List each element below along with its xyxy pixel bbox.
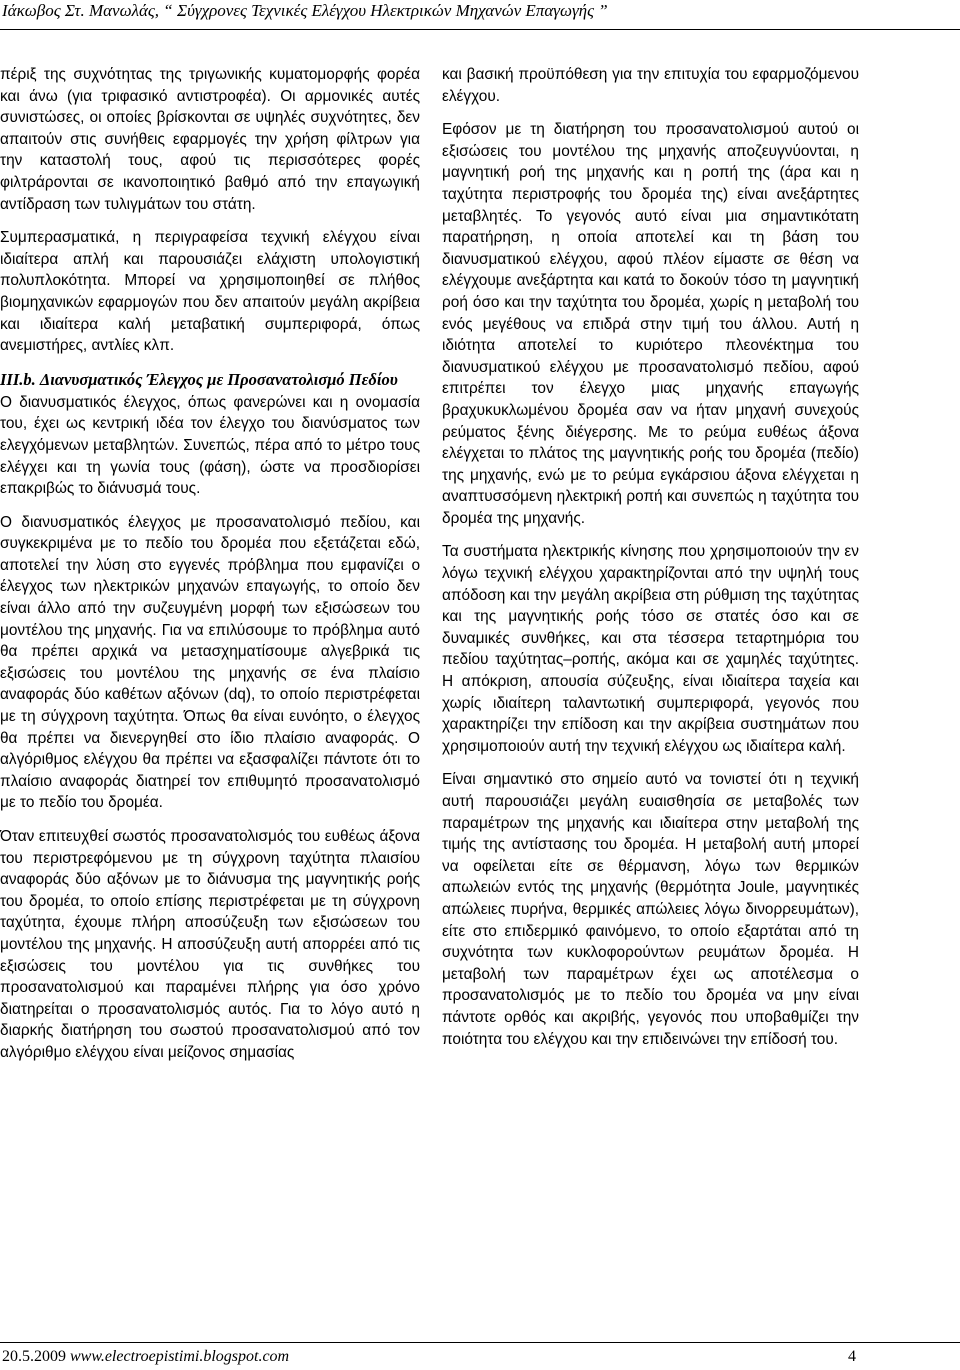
- paragraph: πέριξ της συχνότητας της τριγωνικής κυματομορφής φορέα και άνω (για τριφασικό αντιστροφέα). Οι αρμονικές αυτές συνιστώσες, οι οποίες βρίσκονται σε υψηλές συχνότητες, δεν απαιτούν στις συνήθεις εφαρμογές την χρήση φίλτρων για την καταστολή τους, αφού τις περισσότερες φορές φιλτράρονται σε ικανοποιητικό βαθμό από την επαγωγική αντίδραση των τυλιγμάτων του στάτη.: [0, 66, 420, 213]
- page-footer: [0, 1346, 960, 1368]
- footer-date: 20.5.2009: [2, 1348, 66, 1365]
- paragraph: Ο διανυσματικός έλεγχος με προσανατολισμό πεδίου, και συγκεκριμένα με το πεδίο του δρομέα που εξετάζεται εδώ, αποτελεί την λύση στο εγγενές πρόβλημα που εμφανίζει ο έλεγχος των ηλεκτρικών μηχανών επαγωγής, το οποίο δεν είναι άλλο από την συζευγμένη μορφή των εξισώσεων του μοντέλου της μηχανής. Για να επιλύσουμε το πρόβλημα αυτό θα πρέπει αρχικά να μετασχηματίσουμε αλγεβρικά τις εξισώσεις του μοντέλου της μηχανής σε ένα πλαίσιο αναφοράς δύο καθέτων αξόνων (dq), το οποίο περιστρέφεται με τη σύγχρονη ταχύτητα. Όπως θα είναι ευνόητο, ο έλεγχος θα πρέπει να διενεργηθεί στο ίδιο πλαίσιο αναφοράς. Ο αλγόριθμος ελέγχου θα πρέπει να εξασφαλίζει πάντοτε ότι το πλαίσιο αναφοράς διατηρεί τον επιθυμητό προσανατολισμό με το πεδίο του δρομέα.: [0, 513, 420, 812]
- paragraph: Συμπερασματικά, η περιγραφείσα τεχνική ελέγχου είναι ιδιαίτερα απλή και παρουσιάζει ελάχιστη υπολογιστική πολυπλοκότητα. Μπορεί να χρησιμοποιηθεί σε πλήθος βιομηχανικών εφαρμογών που δεν απαιτούν μεγάλη ακρίβεια και ιδιαίτερα καλή μεταβατική συμπεριφορά, όπως ανεμιστήρες, αντλίες κλπ.: [0, 229, 420, 355]
- footer-site-link[interactable]: www.electroepistimi.blogspot.com: [70, 1348, 290, 1365]
- section-heading: III.b. Διανυσματικός Έλεγχος με Προσανατολισμό Πεδίου: [0, 369, 398, 389]
- paragraph: Τα συστήματα ηλεκτρικής κίνησης που χρησιμοποιούν την εν λόγω τεχνική ελέγχου χαρακτηρίζονται από την υψηλή τους απόδοση και την μεγάλη ακρίβεια στη ρύθμιση της ταχύτητας και της μαγνητικής ροής τόσο σε στατές όσο και σε δυναμικές συνθήκες, και στα τέσσερα τεταρτημόρια του πεδίου ταχύτητας–ροπής, ακόμα και σε χαμηλές ταχύτητες. Η απόκριση, απουσία σύζευξης, είναι ιδιαίτερα ταχεία και χωρίς ιδιαίτερη ταλαντωτική συμπεριφορά, γεγονός που χαρακτηρίζει την επίδοση και την ακρίβεια συστημάτων που χρησιμοποιούν αυτή την τεχνική ελέγχου ως ιδιαίτερα καλή.: [442, 543, 859, 755]
- running-header: [0, 0, 960, 21]
- left-column: [0, 64, 420, 1076]
- paragraph: Είναι σημαντικό στο σημείο αυτό να τονιστεί ότι η τεχνική αυτή παρουσιάζει μεγάλη ευαισθησία σε μεταβολές των παραμέτρων της μηχανής και ιδιαίτερα στην μεταβολή της τιμής της αντίστασης του δρομέα. Η μεταβολή αυτή μπορεί να οφείλεται είτε σε θέρμανση, λόγω των θερμικών απωλειών εντός της μηχανής (θερμότητα Joule, μαγνητικές απώλειες πυρήνα, θερμικές απώλειες λόγω δινορρευμάτων), είτε στο επιδερμικό φαινόμενο, το οποίο εξαρτάται από τη συχνότητα των κυκλοφορούντων ρευμάτων δρομέα. Η μεταβολή των παραμέτρων έχει ως αποτέλεσμα ο προσανατολισμός με το πεδίο του δρομέα να μην είναι πάντοτε ορθός και ακριβής, γεγονός που υποβαθμίζει την ποιότητα του ελέγχου και την επιδεινώνει την επίδοσή του.: [442, 771, 859, 1048]
- page-number: 4: [848, 1348, 856, 1365]
- footer-date-site: [2, 1346, 289, 1368]
- paragraph: Όταν επιτευχθεί σωστός προσανατολισμός του ευθέως άξονα του περιστρεφόμενου με τη σύγχρονη ταχύτητα πλαισίου αναφοράς δύο αξόνων με το διάνυσμα της μαγνητικής ροής του δρομέα, το οποίο επίσης περιστρέφεται με τη σύγχρονη ταχύτητα, έχουμε πλήρη αποσύζευξη των εξισώσεων του μοντέλου της μηχανής. Η αποσύζευξη αυτή απορρέει από τις εξισώσεις του μοντέλου για τις συνθήκες του προσανατολισμού και παραμένει πλήρης για όσο χρόνο διατηρείται ο προσανατολισμός αυτός. Για το λόγο αυτό η διαρκής διατήρηση του σωστού προσανατολισμού από τον αλγόριθμο ελέγχου είναι μείζονος σημασίας: [0, 828, 420, 1061]
- header-rule: [0, 29, 960, 30]
- paragraph: Εφόσον με τη διατήρηση του προσανατολισμού αυτού οι εξισώσεις του μοντέλου της μηχανής αποζευγνύονται, η μαγνητική ροή της μηχανής και η ροπή της (άρα και η ταχύτητα περιστροφής του δρομέα της) είναι ανεξάρτητες μεταβλητές. Το γεγονός αυτό είναι μια σημαντικότατη παρατήρηση, η οποία αποτελεί και τη βάση του διανυσματικού ελέγχου, αφού πλέον είμαστε σε θέση να ελέγχουμε ανεξάρτητα και κατά το δοκούν τόσο τη μαγνητική ροή όσο και την ταχύτητα του δρομέα, χωρίς η μεταβολή του ενός μεγέθους να επιδρά στην τιμή του άλλου. Αυτή η ιδιότητα αποτελεί το κυριότερο πλεονέκτημα του διανυσματικού ελέγχου με προσανατολισμό πεδίου, αφού επιτρέπει τον έλεγχο μιας μηχανής επαγωγής βραχυκυκλωμένου δρομέα σαν να ήταν μηχανή συνεχούς ρεύματος ξένης διέγερσης. Με το ρεύμα ευθέως άξονα ελέγχεται το πλάτος της μαγνητικής ροής του δρομέα (πεδίο) της μηχανής, ενώ με το ρεύμα εγκάρσιου άξονα ελέγχεται η αναπτυσσόμενη ηλεκτρική ροπή και συνεπώς η ταχύτητα του δρομέα της μηχανής.: [442, 121, 859, 527]
- paragraph: και βασική προϋπόθεση για την επιτυχία του εφαρμοζόμενου ελέγχου.: [442, 66, 859, 105]
- footer-rule: [0, 1342, 960, 1343]
- paragraph: Ο διανυσματικός έλεγχος, όπως φανερώνει και η ονομασία του, έχει ως κεντρική ιδέα τον έλεγχο του διανύσματος των ελεγχόμενων μεταβλητών. Συνεπώς, πέρα από το μέτρο τους ελέγχει και τη γωνία τους (φάση), ώστε να προσδιορίσει επακριβώς το διάνυσμά τους.: [0, 393, 420, 498]
- running-title: Ιάκωβος Στ. Μανωλάς, “ Σύγχρονες Τεχνικές Ελέγχου Ηλεκτρικών Μηχανών Επαγωγής ”: [2, 1, 608, 20]
- right-column: [442, 64, 859, 1062]
